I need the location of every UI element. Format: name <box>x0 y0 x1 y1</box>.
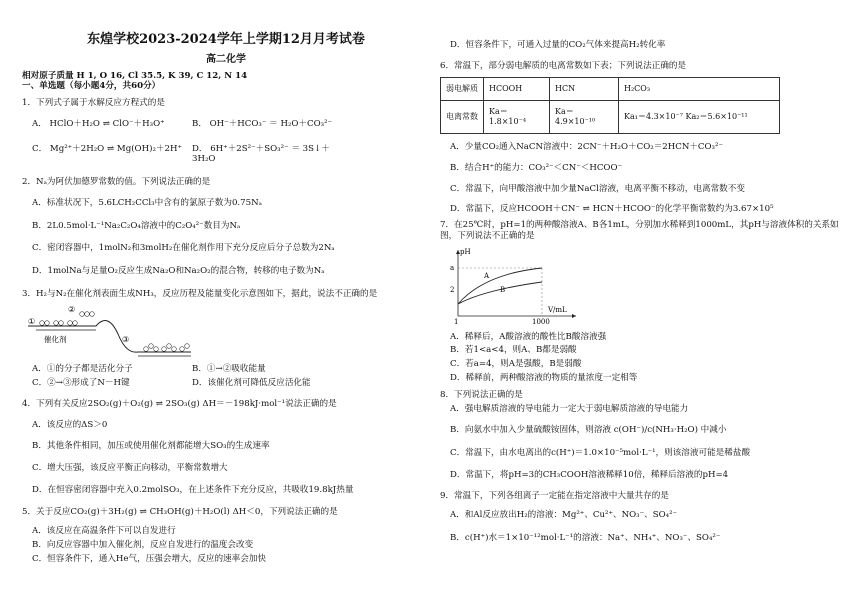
table-cell: Ka＝1.8×10⁻⁴ <box>484 101 550 134</box>
q2-option-b: B．2L0.5mol·L⁻¹Na₂C₂O₄溶液中的C₂O₄²⁻数目为Nₐ <box>32 220 241 231</box>
energy-profile-figure <box>26 304 196 359</box>
section-heading: 一、单选题（每小题4分，共60分） <box>22 81 161 92</box>
question-5-stem: 5．关于反应CO₂(g)＋3H₂(g) ⇌ CH₃OH(g)＋H₂O(l) ΔH＜0，下列说法正确的是 <box>22 507 338 518</box>
q3-option-a: A．①的分子都是活化分子 <box>32 364 133 375</box>
q4-option-a: A．该反应的ΔS＞0 <box>32 419 108 430</box>
q3-option-d: D．该催化剂可降低反应活化能 <box>192 378 311 389</box>
x-axis-arrow <box>572 314 576 318</box>
q1-option-b: B． OH⁻＋HCO₃⁻ ＝ H₂O＋CO₃²⁻ <box>192 118 333 129</box>
series-b-label: B <box>500 285 506 294</box>
table-cell: HCN <box>550 78 619 101</box>
table-cell: HCOOH <box>484 78 550 101</box>
q1-option-c: C． Mg²⁺＋2H₂O ⇌ Mg(OH)₂＋2H⁺ <box>32 143 182 154</box>
table-cell: Ka＝4.9×10⁻¹⁰ <box>550 101 619 134</box>
x-tick-1: 1 <box>454 317 459 326</box>
q5-option-c: C．恒容条件下，通入He气，压强会增大，反应的速率会加快 <box>32 553 267 564</box>
q7-option-a: A．稀释后，A酸溶液的酸性比B酸溶液强 <box>450 331 607 342</box>
question-8 <box>440 390 848 482</box>
question-4 <box>22 399 430 496</box>
series-a-label: A <box>484 271 490 280</box>
q5-option-b: B．向反应容器中加入催化剂，反应自发进行的温度会改变 <box>32 539 254 550</box>
table-cell: Ka₁＝4.3×10⁻⁷ Ka₂＝5.6×10⁻¹¹ <box>619 101 780 134</box>
x-tick-1000: 1000 <box>532 317 550 326</box>
q6-option-a: A．少量CO₂通入NaCN溶液中：2CN⁻＋H₂O＋CO₂＝2HCN＋CO₃²⁻ <box>450 142 723 153</box>
exam-subject: 高二化学 <box>206 54 246 66</box>
question-5 <box>22 507 430 564</box>
stage-1-label: ① <box>28 316 36 326</box>
table-cell: H₂CO₃ <box>619 78 780 101</box>
question-3 <box>22 289 430 389</box>
table-cell: 弱电解质 <box>441 78 484 101</box>
question-4-stem: 4．下列有关反应2SO₂(g)＋O₂(g) ⇌ 2SO₃(g) ΔH＝－198kJ·mol⁻¹说法正确的是 <box>22 398 337 409</box>
q8-option-d: D．常温下，将pH=3的CH₃COOH溶液稀释10倍，稀释后溶液的pH=4 <box>450 470 729 481</box>
q9-option-a: A．和Al反应放出H₂的溶液：Mg²⁺、Cu²⁺、NO₃⁻、SO₄²⁻ <box>450 509 678 520</box>
ph-dilution-chart <box>444 246 584 326</box>
y-tick-2: 2 <box>450 285 455 294</box>
q7-option-d: D．稀释前，两种酸溶液的物质的量浓度一定相等 <box>450 372 638 383</box>
q3-option-b: B．①→②吸收能量 <box>192 364 266 375</box>
q8-option-c: C．常温下，由水电离出的c(H⁺)＝1.0×10⁻⁵mol·L⁻¹，则该溶液可能是稀盐酸 <box>450 447 751 458</box>
x-axis-label: V/mL <box>548 305 567 314</box>
q2-option-c: C．密闭容器中，1molN₂和3molH₂在催化剂作用下充分反应后分子总数为2Nₐ <box>32 243 335 254</box>
q7-option-c: C．若a=4，则A是强酸，B是弱酸 <box>450 359 582 370</box>
question-7-stem: 7．在25℃时，pH=1的两种酸溶液A、B各1mL，分别加水稀释到1000mL，其pH与溶液体积的关系如图，下列说法不正确的是 <box>440 220 839 242</box>
y-tick-a: a <box>450 263 455 272</box>
y-axis-label: pH <box>460 247 471 256</box>
ionization-constant-table <box>440 77 780 134</box>
table-row <box>441 101 780 134</box>
question-2-stem: 2．Nₐ为阿伏加德罗常数的值。下列说法正确的是 <box>22 177 211 188</box>
stage-2-label: ② <box>68 304 76 314</box>
question-7 <box>440 220 848 383</box>
q8-option-a: A．强电解质溶液的导电能力一定大于弱电解质溶液的导电能力 <box>450 404 689 415</box>
q9-option-b: B．c(H⁺)水＝1×10⁻¹²mol·L⁻¹的溶液：Na⁺、NH₄⁺、NO₃⁻、SO₄²⁻ <box>450 532 721 543</box>
table-cell: 电离常数 <box>441 101 484 134</box>
question-2 <box>22 177 430 277</box>
q6-option-b: B．结合H⁺的能力：CO₃²⁻＜CN⁻＜HCOO⁻ <box>450 163 623 174</box>
q2-option-d: D．1molNa与足量O₂反应生成Na₂O和Na₂O₂的混合物，转移的电子数为Nₐ <box>32 266 325 277</box>
question-9-stem: 9．常温下，下列各组离子一定能在指定溶液中大量共存的是 <box>440 491 669 502</box>
question-3-stem: 3．H₂与N₂在催化剂表面生成NH₃，反应历程及能量变化示意图如下，据此，说法不正确的是 <box>22 288 378 299</box>
q5-option-d: D．恒容条件下，可通入过量的CO₂气体来提高H₂转化率 <box>450 40 666 50</box>
q1-option-d: D． 6H⁺＋2S²⁻＋SO₃²⁻ ＝ 3S↓＋3H₂O <box>192 143 330 165</box>
atomic-masses: 相对原子质量 H 1, O 16, Cl 35.5, K 39, C 12, N 14 <box>22 70 248 81</box>
q5-option-a: A．该反应在高温条件下可以自发进行 <box>32 526 176 537</box>
question-1-stem: 1．下列式子属于水解反应方程式的是 <box>22 98 165 109</box>
exam-title: 东煌学校2023-2024学年上学期12月月考试卷 <box>87 32 365 47</box>
q1-option-a: A． HClO＋H₂O ⇌ ClO⁻＋H₃O⁺ <box>32 118 165 129</box>
q6-option-c: C．常温下，向甲酸溶液中加少量NaCl溶液，电离平衡不移动，电离常数不变 <box>450 183 745 194</box>
question-6-stem: 6．常温下，部分弱电解质的电离常数如下表；下列说法正确的是 <box>440 60 687 71</box>
q3-option-c: C．②→③形成了N－H键 <box>32 378 130 389</box>
question-6 <box>440 61 848 215</box>
q6-option-d: D．常温下，反应HCOOH＋CN⁻ ⇌ HCN＋HCOO⁻的化学平衡常数约为3.67×10⁵ <box>450 203 774 214</box>
q4-option-d: D．在恒容密闭容器中充入0.2molSO₃，在上述条件下充分反应，共吸收19.8kJ热量 <box>32 484 354 495</box>
q4-option-c: C．增大压强，该反应平衡正向移动，平衡常数增大 <box>32 462 228 473</box>
molecule-icons <box>40 311 190 351</box>
question-8-stem: 8．下列说法正确的是 <box>440 389 523 400</box>
q7-option-b: B．若1<a<4，则A、B都是弱酸 <box>450 345 577 356</box>
question-9 <box>440 491 848 543</box>
right-column <box>440 0 848 607</box>
table-row <box>441 78 780 101</box>
left-column <box>22 0 430 607</box>
catalyst-label: 催化剂 <box>44 334 67 344</box>
q4-option-b: B．其他条件相同，加压或使用催化剂都能增大SO₃的生成速率 <box>32 441 270 452</box>
q8-option-b: B．向氨水中加入少量硫酸铵固体，则溶液 c(OH⁻)/c(NH₃·H₂O) 中减小 <box>450 425 727 436</box>
q2-option-a: A．标准状况下，5.6LCH₂CCl₃中含有的氯原子数为0.75Nₐ <box>32 197 262 208</box>
stage-3-label: ③ <box>122 334 130 344</box>
question-1 <box>22 98 430 165</box>
